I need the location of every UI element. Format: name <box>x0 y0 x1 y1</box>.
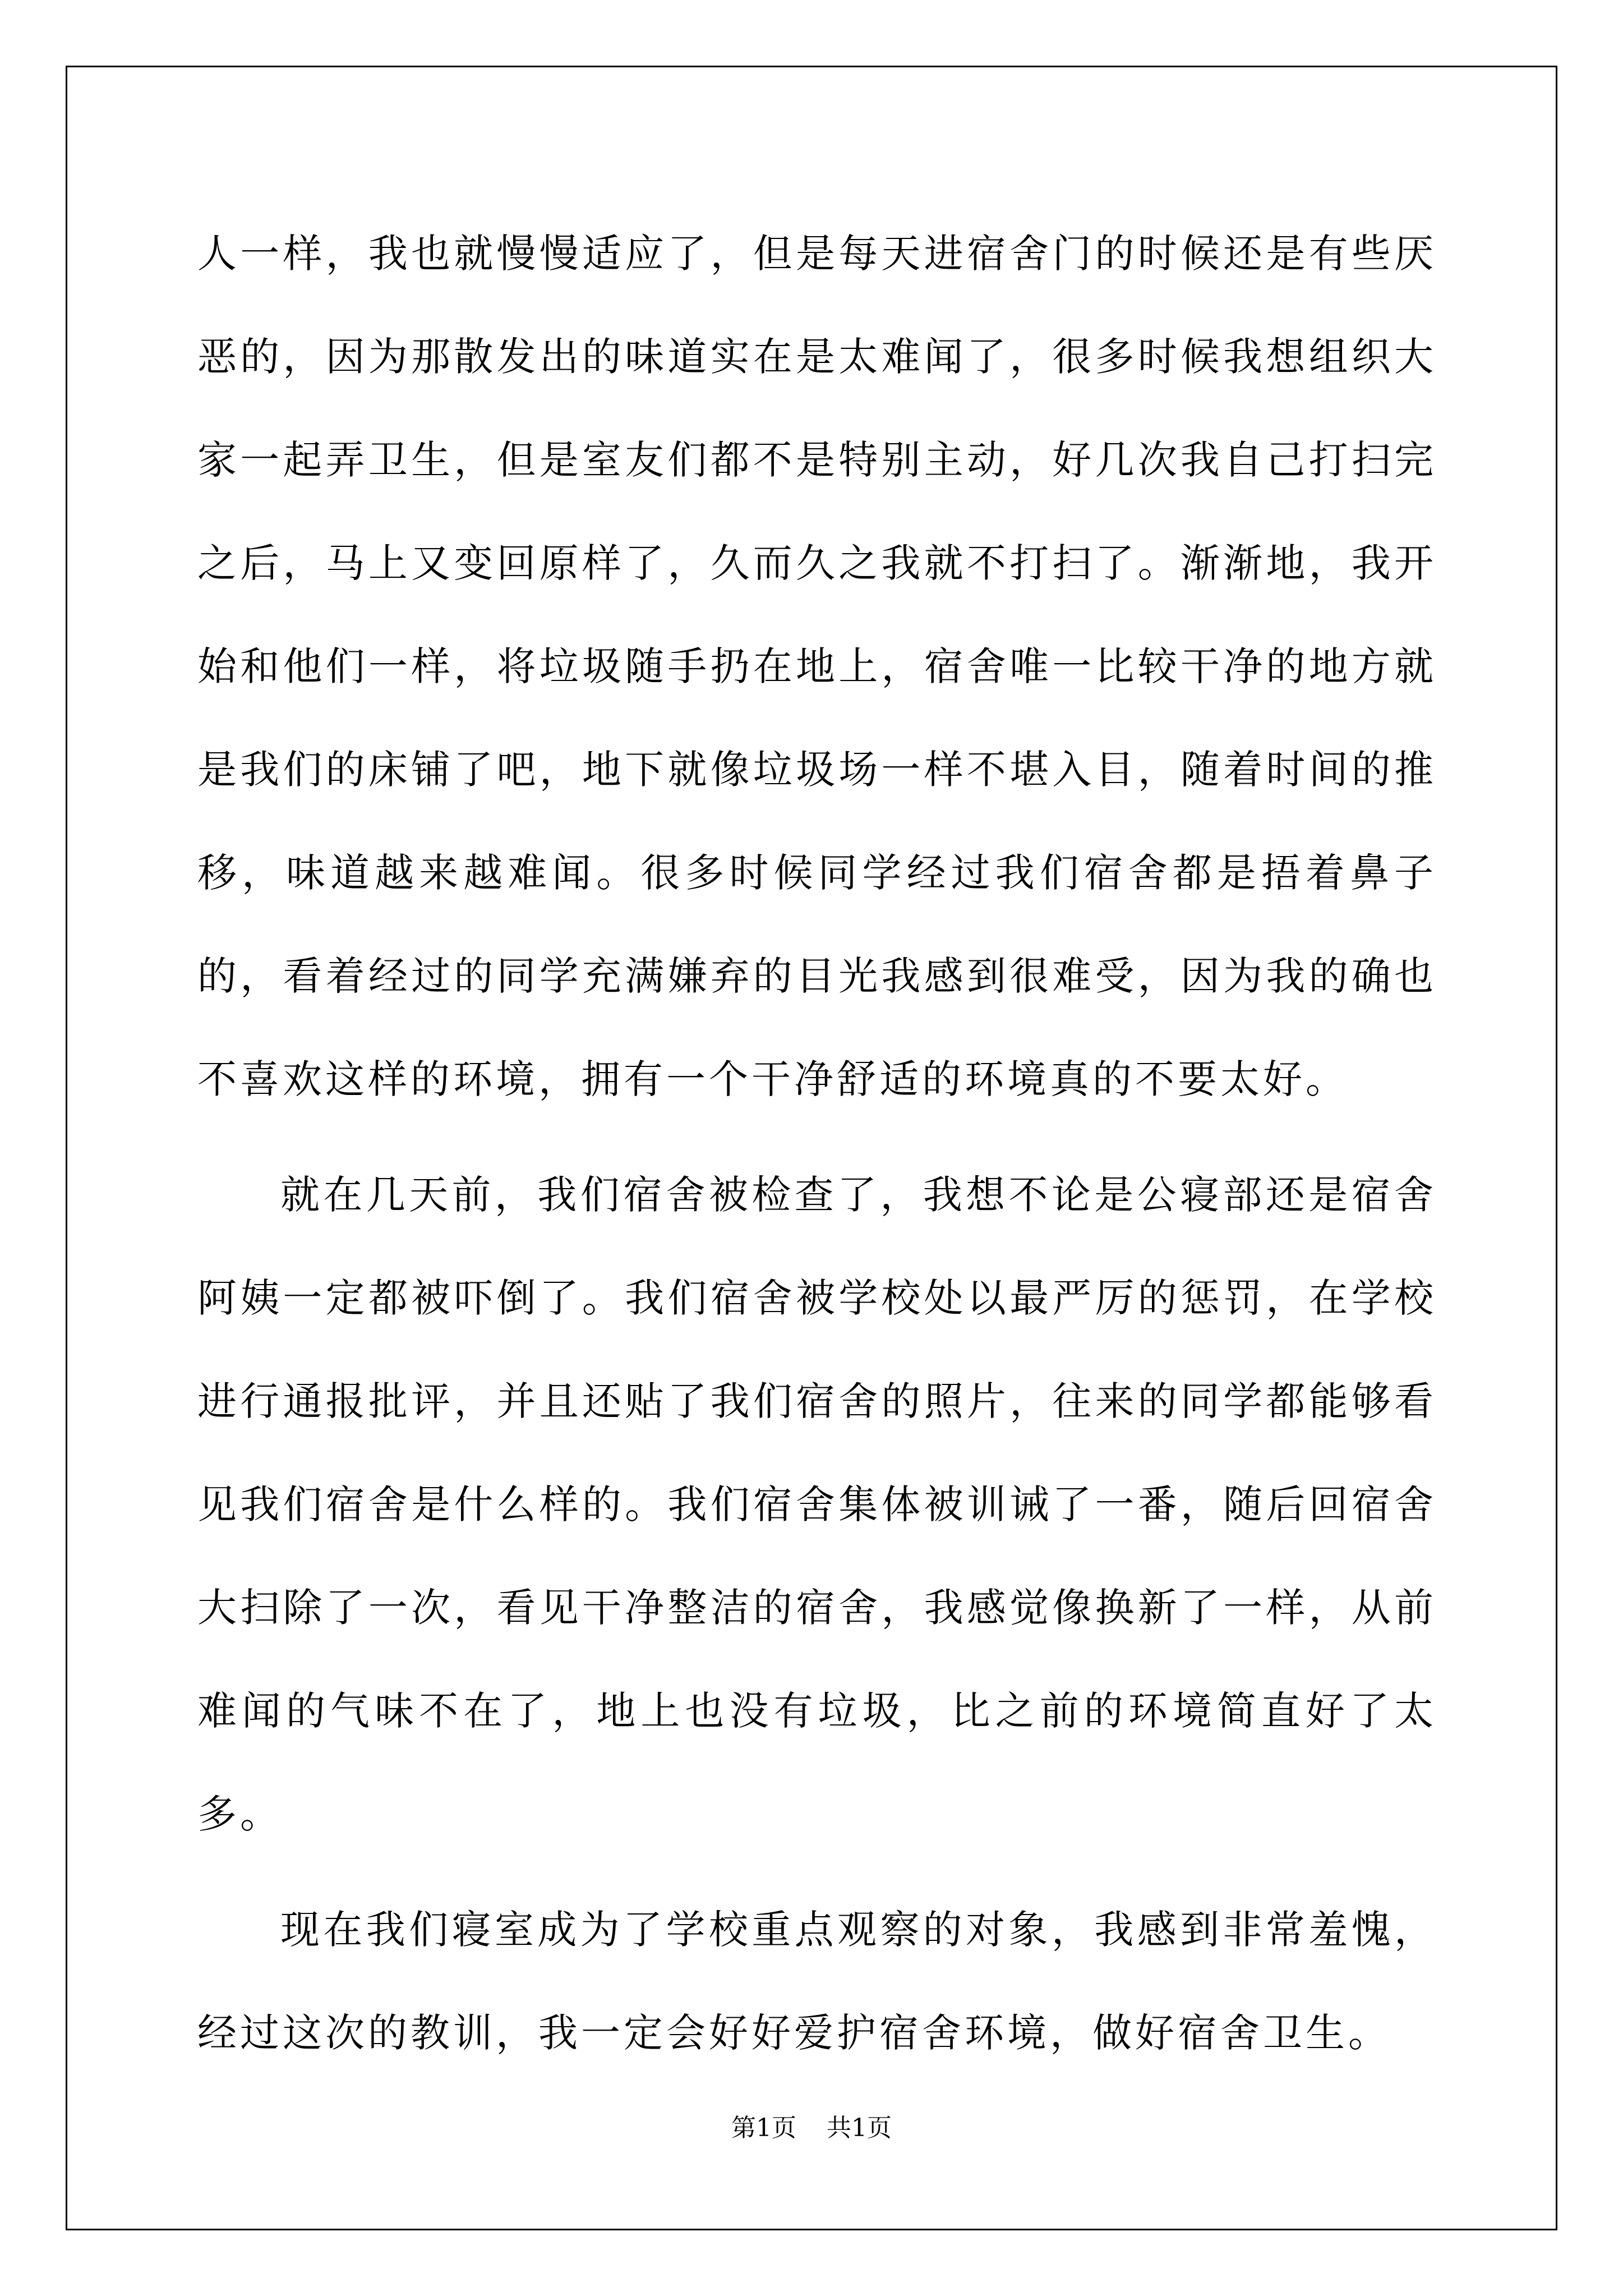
paragraph-continued: 人一样，我也就慢慢适应了，但是每天进宿舍门的时候还是有些厌恶的，因为那散发出的味道实在是太难闻了，很多时候我想组织大家一起弄卫生，但是室友们都不是特别主动，好几次我自己打扫完之后，马上又变回原样了，久而久之我就不打扫了。渐渐地，我开始和他们一样，将垃圾随手扔在地上，宿舍唯一比较干净的地方就是我们的床铺了吧，地下就像垃圾场一样不堪入目，随着时间的推移，味道越来越难闻。很多时候同学经过我们宿舍都是捂着鼻子的，看着经过的同学充满嫌弃的目光我感到很难受，因为我的确也不喜欢这样的环境，拥有一个干净舒适的环境真的不要太好。 <box>197 231 1437 1102</box>
paragraph-inspection: 就在几天前，我们宿舍被检查了，我想不论是公寝部还是宿舍阿姨一定都被吓倒了。我们宿舍被学校处以最严厉的惩罚，在学校进行通报批评，并且还贴了我们宿舍的照片，往来的同学都能够看见我们宿舍是什么样的。我们宿舍集体被训诫了一番，随后回宿舍大扫除了一次，看见干净整洁的宿舍，我感觉像换新了一样，从前难闻的气味不在了，地上也没有垃圾，比之前的环境简直好了太多。 <box>197 1172 1437 1837</box>
document-body <box>197 202 1437 2085</box>
page-count: 共1页 <box>827 2114 892 2142</box>
paragraph-conclusion: 现在我们寝室成为了学校重点观察的对象，我感到非常羞愧，经过这次的教训，我一定会好好爱护宿舍环境，做好宿舍卫生。 <box>197 1907 1437 2056</box>
page-number: 第1页 <box>731 2114 796 2142</box>
page-footer <box>0 2108 1623 2143</box>
